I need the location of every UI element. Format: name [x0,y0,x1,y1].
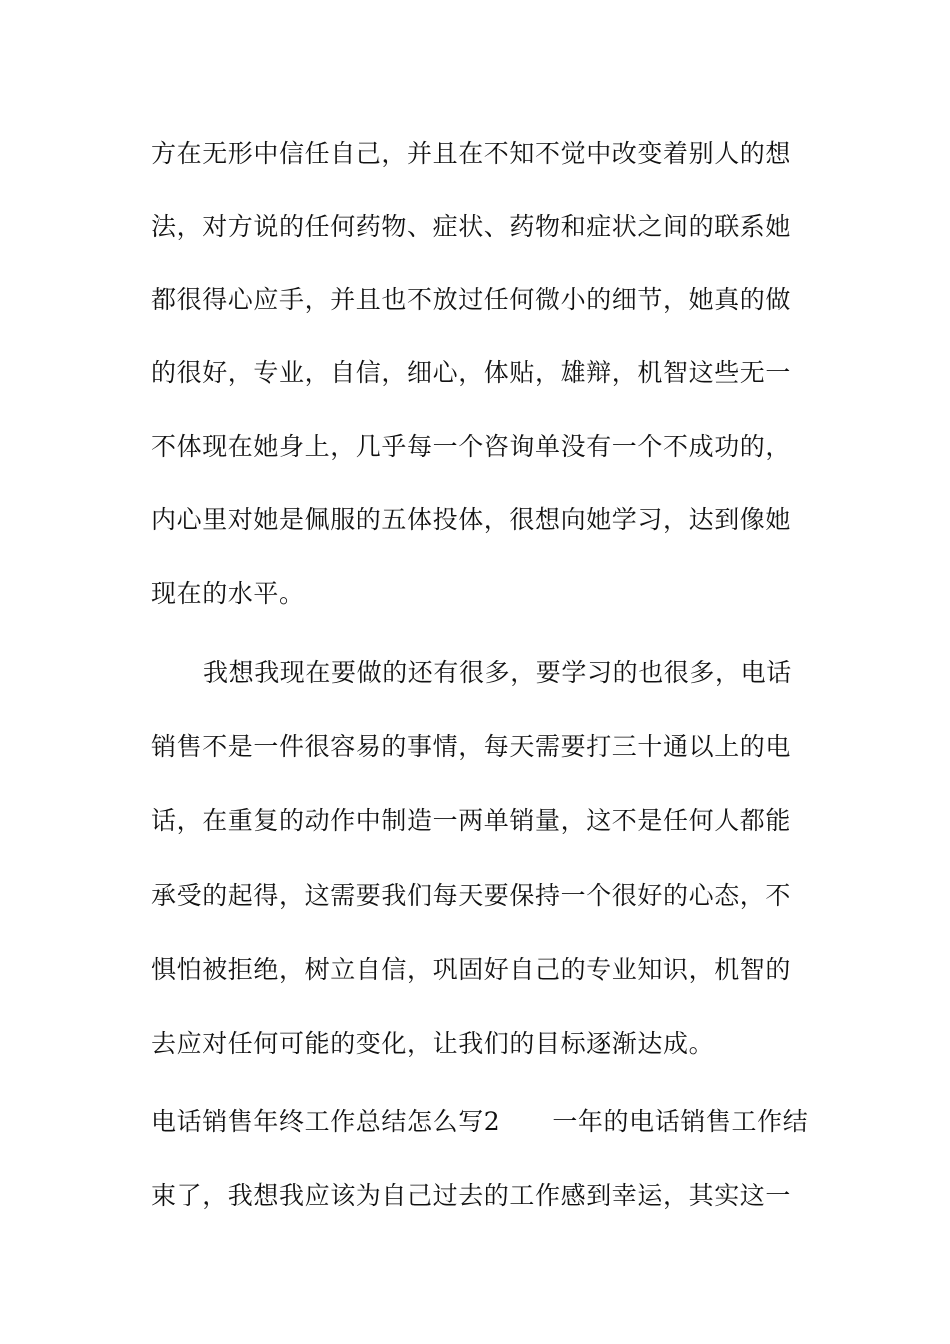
section-heading: 电话销售年终工作总结怎么写2 [151,1107,501,1136]
body-line: 方在无形中信任自己，并且在不知不觉中改变着别人的想 [151,139,792,168]
body-text: 一年的电话销售工作结 [552,1107,809,1136]
body-line: 话，在重复的动作中制造一两单销量，这不是任何人都能 [151,806,792,835]
body-line: 销售不是一件很容易的事情，每天需要打三十通以上的电 [151,732,792,761]
body-line: 惧怕被拒绝，树立自信，巩固好自己的专业知识，机智的 [151,955,792,984]
body-line: 不体现在她身上，几乎每一个咨询单没有一个不成功的， [151,432,792,461]
body-line: 法，对方说的任何药物、症状、药物和症状之间的联系她 [151,212,792,241]
body-line: 都很得心应手，并且也不放过任何微小的细节，她真的做 [151,285,792,314]
body-line: 束了，我想我应该为自己过去的工作感到幸运，其实这一 [151,1181,792,1210]
body-line: 去应对任何可能的变化，让我们的目标逐渐达成。 [151,1029,715,1058]
body-line: 内心里对她是佩服的五体投体，很想向她学习，达到像她 [151,505,792,534]
body-line: 现在的水平。 [151,579,305,608]
body-line: 承受的起得，这需要我们每天要保持一个很好的心态，不 [151,881,792,910]
paragraph-first-line: 我想我现在要做的还有很多，要学习的也很多，电话 [203,658,792,687]
body-line: 的很好，专业，自信，细心，体贴，雄辩，机智这些无一 [151,358,792,387]
section-heading-line [151,1106,808,1138]
